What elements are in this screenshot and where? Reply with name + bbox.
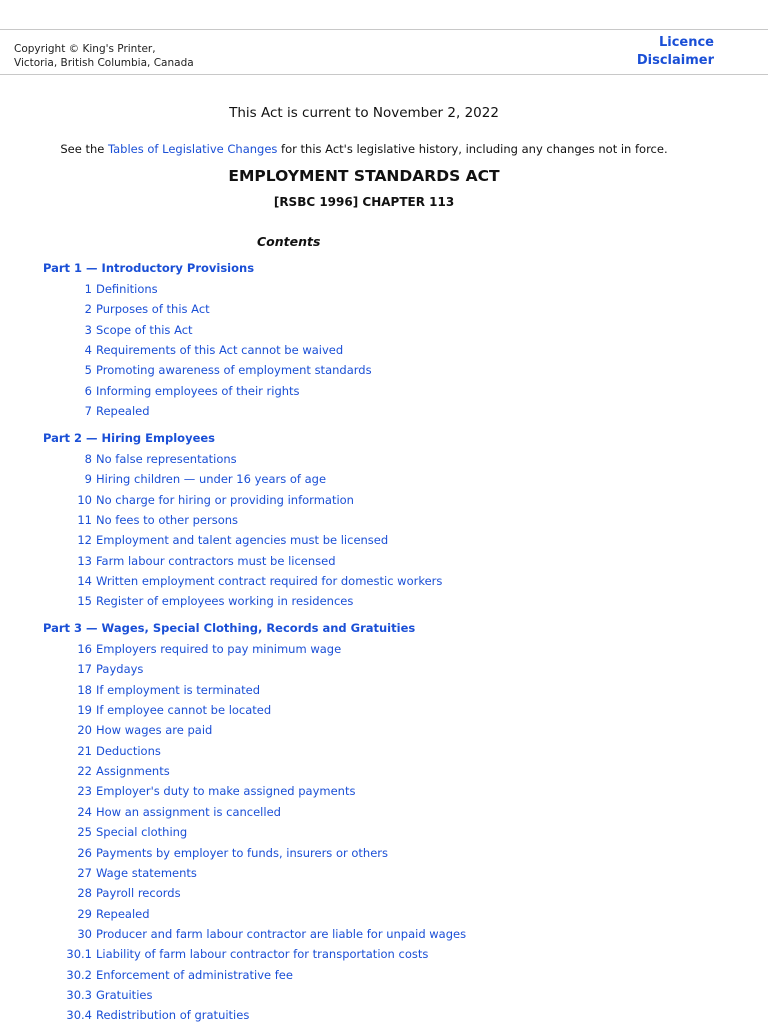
section-title-link[interactable]: Assignments (96, 764, 170, 778)
toc-section[interactable] (0, 403, 150, 419)
section-number[interactable]: 1 (84, 282, 92, 296)
toc-section[interactable] (0, 553, 336, 569)
toc-section[interactable] (0, 763, 170, 779)
toc-section[interactable] (0, 1007, 249, 1023)
toc-section[interactable] (0, 865, 197, 881)
toc-section[interactable] (0, 682, 260, 698)
section-title-link[interactable]: Requirements of this Act cannot be waived (96, 343, 344, 357)
section-number[interactable]: 13 (77, 554, 92, 568)
toc-section[interactable] (0, 573, 442, 589)
section-number[interactable]: 14 (77, 574, 92, 588)
toc-section[interactable] (0, 987, 152, 1003)
see-suffix: for this Act's legislative history, including any changes not in force. (277, 142, 668, 156)
toc-section[interactable] (0, 593, 353, 609)
section-title-link[interactable]: No fees to other persons (96, 513, 239, 527)
toc-section[interactable] (0, 906, 150, 922)
header-links (637, 34, 714, 70)
section-number[interactable]: 23 (77, 784, 92, 798)
toc-section[interactable] (0, 451, 237, 467)
section-number[interactable]: 25 (77, 825, 92, 839)
section-title-link[interactable]: Farm labour contractors must be licensed (96, 554, 336, 568)
section-title-link[interactable]: No false representations (96, 452, 237, 466)
section-number[interactable]: 3 (84, 323, 92, 337)
section-title-link[interactable]: Redistribution of gratuities (96, 1008, 250, 1022)
copyright-line-2: Victoria, British Columbia, Canada (14, 57, 194, 69)
section-number[interactable]: 30.3 (66, 988, 92, 1002)
section-title-link[interactable]: Repealed (96, 404, 150, 418)
section-number[interactable]: 21 (77, 744, 92, 758)
toc-section[interactable] (0, 641, 341, 657)
section-number[interactable]: 8 (84, 452, 92, 466)
tables-of-legislative-changes-link[interactable]: Tables of Legislative Changes (108, 142, 278, 156)
toc-section[interactable] (0, 926, 466, 942)
toc-section[interactable] (0, 804, 281, 820)
toc-section[interactable] (0, 885, 181, 901)
toc-section[interactable] (0, 471, 326, 487)
toc-part-1[interactable]: Part 1 — Introductory Provisions (43, 261, 255, 275)
see-prefix: See the (60, 142, 108, 156)
toc-part-3[interactable]: Part 3 — Wages, Special Clothing, Records and Gratuities (43, 621, 416, 635)
chapter-citation: [RSBC 1996] CHAPTER 113 (273, 195, 455, 209)
section-number[interactable]: 22 (77, 764, 92, 778)
section-title-link[interactable]: Producer and farm labour contractor are liable for unpaid wages (96, 927, 467, 941)
section-title-link[interactable]: Employer's duty to make assigned payments (96, 784, 356, 798)
section-number[interactable]: 10 (77, 493, 92, 507)
toc-section[interactable] (0, 783, 355, 799)
section-title-link[interactable]: Hiring children — under 16 years of age (96, 472, 327, 486)
toc-part-2[interactable]: Part 2 — Hiring Employees (43, 431, 216, 445)
section-number[interactable]: 15 (77, 594, 92, 608)
act-title: EMPLOYMENT STANDARDS ACT (228, 167, 500, 185)
toc-section[interactable] (0, 281, 158, 297)
toc-section[interactable] (0, 845, 388, 861)
section-number[interactable]: 24 (77, 805, 92, 819)
toc-section[interactable] (0, 322, 193, 338)
section-title-link[interactable]: If employee cannot be located (96, 703, 272, 717)
toc-section[interactable] (0, 702, 271, 718)
toc-section[interactable] (0, 512, 238, 528)
section-number[interactable]: 30.4 (66, 1008, 92, 1022)
section-number[interactable]: 30 (77, 927, 92, 941)
section-title-link[interactable]: Employment and talent agencies must be licensed (96, 533, 389, 547)
section-number[interactable]: 28 (77, 886, 92, 900)
toc-section[interactable] (0, 661, 143, 677)
section-number[interactable]: 4 (84, 343, 92, 357)
section-number[interactable]: 19 (77, 703, 92, 717)
toc-section[interactable] (0, 967, 293, 983)
section-title-link[interactable]: Written employment contract required for domestic workers (96, 574, 443, 588)
disclaimer-link[interactable]: Disclaimer (636, 53, 714, 68)
section-title-link[interactable]: Gratuities (96, 988, 153, 1002)
section-title-link[interactable]: Register of employees working in residences (96, 594, 354, 608)
section-title-link[interactable]: How an assignment is cancelled (96, 805, 281, 819)
section-title-link[interactable]: Paydays (96, 662, 144, 676)
section-number[interactable]: 20 (77, 723, 92, 737)
section-number[interactable]: 29 (77, 907, 92, 921)
section-title-link[interactable]: Deductions (96, 744, 161, 758)
section-title-link[interactable]: Informing employees of their rights (96, 384, 300, 398)
section-title-link[interactable]: Scope of this Act (96, 323, 193, 337)
toc-section[interactable] (0, 301, 210, 317)
toc-section[interactable] (0, 743, 161, 759)
section-title-link[interactable]: Payroll records (96, 886, 181, 900)
section-title-link[interactable]: Special clothing (96, 825, 188, 839)
section-number[interactable]: 11 (77, 513, 92, 527)
section-number[interactable]: 16 (77, 642, 92, 656)
section-number[interactable]: 18 (77, 683, 92, 697)
copyright-notice (14, 42, 194, 70)
toc-section[interactable] (0, 492, 354, 508)
section-title-link[interactable]: Purposes of this Act (96, 302, 210, 316)
section-number[interactable]: 6 (84, 384, 92, 398)
toc-section[interactable] (0, 824, 187, 840)
section-title-link[interactable]: Wage statements (96, 866, 197, 880)
currency-note: This Act is current to November 2, 2022 (229, 105, 499, 121)
section-number[interactable]: 30.1 (66, 947, 92, 961)
section-number[interactable]: 30.2 (66, 968, 92, 982)
contents-heading: Contents (257, 234, 321, 249)
section-title-link[interactable]: Promoting awareness of employment standards (96, 363, 372, 377)
section-title-link[interactable]: Employers required to pay minimum wage (96, 642, 342, 656)
section-number[interactable]: 2 (84, 302, 92, 316)
section-title-link[interactable]: Enforcement of administrative fee (96, 968, 293, 982)
section-number[interactable]: 12 (77, 533, 92, 547)
page-header (0, 29, 768, 75)
legislative-history-note (0, 142, 728, 156)
section-title-link[interactable]: Liability of farm labour contractor for transportation costs (96, 947, 429, 961)
section-title-link[interactable]: No charge for hiring or providing information (96, 493, 354, 507)
section-number[interactable]: 5 (84, 363, 92, 377)
section-number[interactable]: 17 (77, 662, 92, 676)
toc-section[interactable] (0, 342, 343, 358)
section-title-link[interactable]: Payments by employer to funds, insurers or others (96, 846, 388, 860)
section-number[interactable]: 7 (84, 404, 92, 418)
section-title-link[interactable]: How wages are paid (96, 723, 213, 737)
section-number[interactable]: 9 (84, 472, 92, 486)
section-title-link[interactable]: Definitions (96, 282, 158, 296)
copyright-line-1: Copyright © King's Printer, (14, 43, 156, 55)
section-number[interactable]: 26 (77, 846, 92, 860)
licence-link[interactable]: Licence (658, 35, 714, 50)
toc-section[interactable] (0, 383, 300, 399)
toc-section[interactable] (0, 362, 372, 378)
section-title-link[interactable]: If employment is terminated (96, 683, 261, 697)
section-number[interactable]: 27 (77, 866, 92, 880)
toc-section[interactable] (0, 946, 428, 962)
section-title-link[interactable]: Repealed (96, 907, 150, 921)
toc-section[interactable] (0, 532, 388, 548)
toc-section[interactable] (0, 722, 212, 738)
